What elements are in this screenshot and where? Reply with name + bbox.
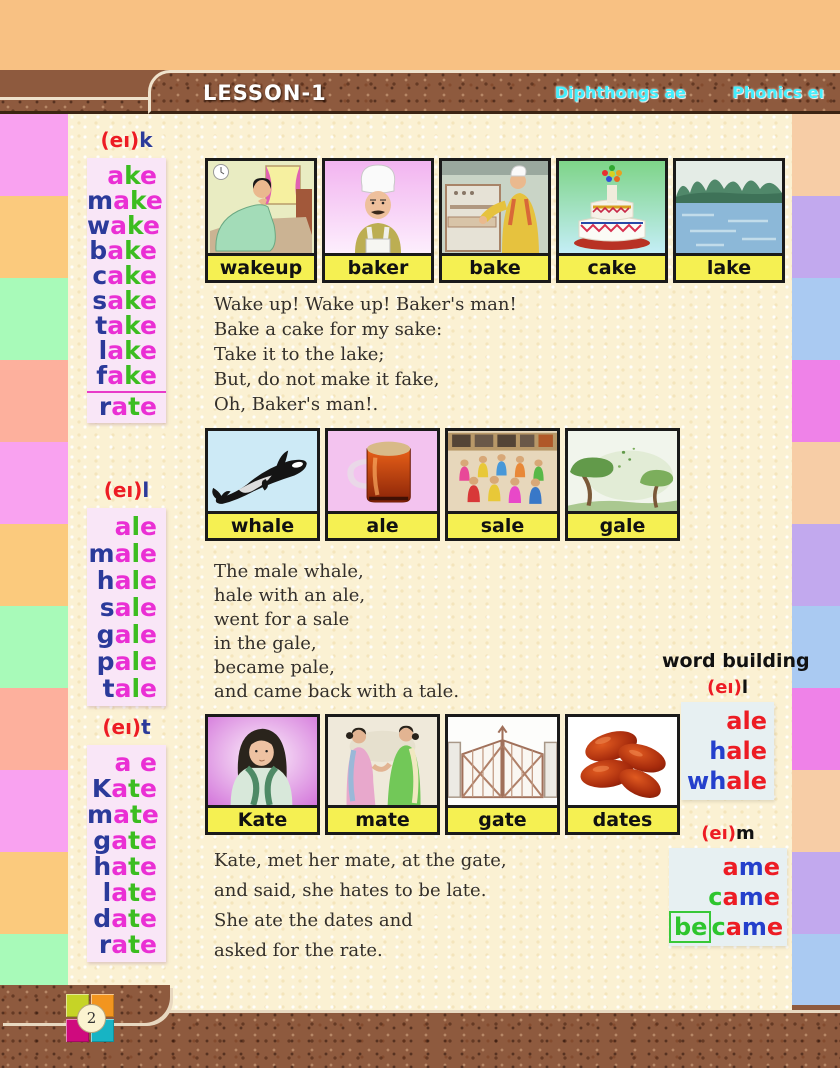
colored-letters: s [92, 286, 108, 315]
gate-illustration [448, 717, 557, 805]
ale-mug-illustration [328, 431, 437, 511]
colored-letters: e [140, 566, 157, 595]
poem-line: But, do not make it fake, [214, 369, 440, 390]
colored-letters: h [96, 566, 115, 595]
word-building-group-eil [681, 677, 774, 800]
colored-letters: a [722, 883, 739, 911]
word-item [87, 854, 166, 880]
colored-letters: m [736, 823, 755, 844]
colored-letters: e [140, 261, 157, 290]
picture-card-gate [445, 714, 560, 835]
colored-letters: e [140, 647, 157, 676]
phonics-label: Phonics eı [732, 83, 824, 102]
colored-letters: w [87, 211, 111, 240]
header-bar [148, 70, 840, 114]
colored-letters: l [131, 512, 141, 541]
colored-letters: e [140, 774, 157, 803]
word-item [87, 675, 166, 702]
word-list-box [87, 158, 166, 423]
colored-letters: m [738, 853, 764, 881]
poem-line: and came back with a tale. [214, 681, 460, 702]
colored-letters: a [114, 512, 132, 541]
picture-card-ale [325, 428, 440, 541]
picture-label: bake [442, 253, 548, 280]
word-item [87, 213, 166, 238]
colored-letters: a [111, 904, 129, 933]
poem-kate [214, 846, 507, 966]
word-list-eit [87, 715, 166, 962]
word-building-box [681, 702, 774, 800]
colored-letters: (eı) [102, 715, 142, 739]
picture-card-baker [322, 158, 434, 283]
word-list-box [87, 745, 166, 962]
colored-letters: e [142, 211, 160, 240]
colored-letters: t [128, 392, 141, 421]
cake-image [559, 161, 665, 253]
picture-label: cake [559, 253, 665, 280]
colored-letters: a [722, 853, 739, 881]
word-item [87, 188, 166, 213]
word-item [87, 163, 166, 188]
picture-label: ale [328, 511, 437, 538]
colored-letters: ale [726, 767, 767, 795]
colored-letters: ale [726, 707, 767, 735]
word-item [87, 540, 166, 567]
word-item [87, 288, 166, 313]
colored-letters: a [107, 336, 125, 365]
colored-letters: r [98, 392, 112, 421]
colored-letters: t [95, 311, 108, 340]
colored-letters: e [140, 620, 157, 649]
kate-illustration [208, 717, 317, 805]
colored-letters: a [114, 674, 132, 703]
kate-image [208, 717, 317, 805]
mate-image [328, 717, 437, 805]
boxed-letters: be [669, 911, 711, 943]
word-item [87, 513, 166, 540]
picture-card-gale [565, 428, 680, 541]
word-item [87, 750, 166, 776]
dates-image [568, 717, 677, 805]
picture-card-lake [673, 158, 785, 283]
whale-image [208, 431, 317, 511]
picture-card-kate [205, 714, 320, 835]
colored-letters: ale [726, 737, 767, 765]
ale-image [328, 431, 437, 511]
mates-illustration [328, 717, 437, 805]
word-item [87, 621, 166, 648]
colored-letters: a [110, 211, 127, 240]
colored-letters: a [111, 852, 129, 881]
gale-trees-illustration [568, 431, 677, 511]
page-number: 2 [77, 1004, 106, 1033]
colored-letters: k [124, 286, 141, 315]
word-list-eik [87, 128, 166, 423]
colored-letters: (eı) [103, 478, 143, 502]
colored-letters: a [114, 620, 132, 649]
colored-letters: e [140, 593, 157, 622]
colored-letters: l [131, 539, 141, 568]
colored-letters: a [107, 361, 125, 390]
whale-illustration [208, 431, 317, 511]
picture-label: whale [208, 511, 317, 538]
colored-letters: g [93, 826, 112, 855]
colored-letters: t [128, 904, 141, 933]
colored-letters: g [96, 620, 115, 649]
word-building-box [669, 848, 787, 946]
word-item [87, 363, 166, 388]
colored-letters: e [140, 361, 157, 390]
poem-line: The male whale, [214, 561, 364, 582]
colored-letters: e [140, 826, 157, 855]
colored-letters: a [114, 593, 132, 622]
word-list-heading [87, 478, 166, 502]
colored-letters: s [99, 593, 115, 622]
colored-letters: t [128, 930, 141, 959]
colored-letters: wh [687, 767, 727, 795]
word-building-item [681, 706, 767, 736]
colored-letters: a [113, 800, 130, 829]
colored-letters: c [708, 883, 723, 911]
colored-letters: a [114, 566, 132, 595]
colored-letters: a [111, 878, 129, 907]
colored-letters: e [140, 512, 157, 541]
word-building-item [669, 852, 780, 882]
colored-letters: e [140, 311, 157, 340]
colored-letters: a [113, 186, 130, 215]
colored-letters: a [107, 261, 125, 290]
colored-letters: a [107, 286, 125, 315]
colored-letters: e [763, 883, 780, 911]
picture-label: Kate [208, 805, 317, 832]
colored-letters: e [145, 186, 163, 215]
word-item [87, 567, 166, 594]
colored-letters: e [140, 539, 157, 568]
sale-crowd-illustration [448, 431, 557, 511]
colored-letters: e [140, 930, 157, 959]
picture-label: mate [328, 805, 437, 832]
colored-letters: e [766, 913, 784, 941]
poem-line: asked for the rate. [214, 940, 383, 961]
colored-letters: a e [114, 748, 157, 777]
word-item [87, 238, 166, 263]
colored-letters: l [102, 878, 112, 907]
poem-line: Bake a cake for my sake: [214, 319, 443, 340]
colored-letters: K [91, 774, 112, 803]
colored-letters: (eı) [706, 677, 742, 698]
word-item [87, 594, 166, 621]
colored-letters: t [128, 826, 141, 855]
word-item [87, 776, 166, 802]
colored-letters: a [107, 236, 125, 265]
picture-card-whale [205, 428, 320, 541]
bake-image [442, 161, 548, 253]
colored-letters: e [141, 800, 159, 829]
word-building-heading [681, 677, 774, 698]
colored-letters: k [124, 161, 141, 190]
header-bar-left [0, 97, 150, 114]
colored-letters: e [140, 161, 157, 190]
colored-letters: l [741, 677, 748, 698]
picture-strip-1 [205, 158, 785, 283]
lake-image [676, 161, 782, 253]
poem-line: and said, she hates to be late. [214, 880, 487, 901]
left-color-stripes [0, 114, 68, 985]
colored-letters: c [92, 261, 108, 290]
colored-letters: d [93, 904, 112, 933]
colored-letters: k [124, 361, 141, 390]
man-waking-up-illustration [208, 161, 314, 253]
poem-bakers-man [214, 292, 517, 417]
word-item [87, 648, 166, 675]
poem-line: hale with an ale, [214, 585, 366, 606]
word-list-heading [87, 715, 166, 739]
picture-label: gate [448, 805, 557, 832]
colored-letters: a [111, 392, 129, 421]
colored-letters: p [96, 647, 115, 676]
top-peach-band [0, 0, 840, 70]
picture-label: baker [325, 253, 431, 280]
colored-letters: h [709, 737, 727, 765]
sale-image [448, 431, 557, 511]
picture-label: wakeup [208, 253, 314, 280]
picture-label: dates [568, 805, 677, 832]
colored-letters: (eı) [100, 128, 140, 152]
word-building-item [669, 882, 780, 912]
word-building-title: word building [662, 650, 810, 672]
colored-letters: l [131, 674, 141, 703]
word-item [87, 338, 166, 363]
colored-letters: t [128, 852, 141, 881]
word-item [87, 906, 166, 932]
colored-letters: a [107, 161, 125, 190]
picture-card-cake [556, 158, 668, 283]
colored-letters: e [140, 236, 157, 265]
right-color-stripes [792, 114, 840, 1005]
colored-letters: m [741, 913, 767, 941]
picture-strip-3 [205, 714, 680, 835]
colored-letters: t [141, 715, 151, 739]
colored-letters: k [139, 128, 153, 152]
colored-letters: l [98, 336, 108, 365]
colored-letters: c [711, 913, 726, 941]
colored-letters: e [140, 904, 157, 933]
colored-letters: k [126, 211, 143, 240]
baking-illustration [442, 161, 548, 253]
gate-image [448, 717, 557, 805]
word-item [87, 880, 166, 906]
colored-letters: a [114, 539, 132, 568]
page-number-badge [66, 994, 114, 1042]
colored-letters: f [96, 361, 108, 390]
colored-letters: e [140, 878, 157, 907]
word-item [87, 828, 166, 854]
dates-illustration [568, 717, 677, 805]
picture-card-mate [325, 714, 440, 835]
colored-letters: a [114, 647, 132, 676]
word-building-item [681, 736, 767, 766]
colored-letters: e [140, 392, 157, 421]
word-item [87, 932, 166, 958]
poem-male-whale [214, 560, 459, 704]
colored-letters: a [111, 930, 129, 959]
baker-image [325, 161, 431, 253]
poem-line: Oh, Baker's man!. [214, 394, 379, 415]
word-item [87, 802, 166, 828]
colored-letters: e [140, 286, 157, 315]
colored-letters: m [87, 186, 114, 215]
colored-letters: t [128, 774, 141, 803]
colored-letters: a [107, 311, 125, 340]
colored-letters: l [142, 478, 150, 502]
colored-letters: l [131, 647, 141, 676]
picture-card-dates [565, 714, 680, 835]
lake-illustration [676, 161, 782, 253]
colored-letters: e [140, 852, 157, 881]
colored-letters: e [140, 336, 157, 365]
picture-strip-2 [205, 428, 680, 541]
word-building-item [669, 912, 784, 942]
colored-letters: k [124, 261, 141, 290]
poem-line: Wake up! Wake up! Baker's man! [214, 294, 517, 315]
diphthongs-label: Diphthongs ae [554, 83, 686, 102]
word-item [87, 313, 166, 338]
colored-letters: b [89, 236, 108, 265]
poem-line: became pale, [214, 657, 335, 678]
picture-label: gale [568, 511, 677, 538]
colored-letters: m [738, 883, 764, 911]
word-item [87, 263, 166, 288]
picture-card-bake [439, 158, 551, 283]
colored-letters: r [98, 930, 112, 959]
word-item [87, 391, 166, 419]
colored-letters: t [128, 878, 141, 907]
gale-image [568, 431, 677, 511]
colored-letters: m [88, 539, 115, 568]
colored-letters: e [140, 674, 157, 703]
word-building-item [681, 766, 767, 796]
colored-letters: l [131, 593, 141, 622]
poem-line: Kate, met her mate, at the gate, [214, 850, 507, 871]
poem-line: went for a sale [214, 609, 350, 630]
colored-letters: k [124, 311, 141, 340]
colored-letters: k [124, 336, 141, 365]
colored-letters: t [129, 800, 142, 829]
colored-letters: k [129, 186, 146, 215]
colored-letters: a [725, 913, 742, 941]
picture-card-wakeup [205, 158, 317, 283]
baker-illustration [325, 161, 431, 253]
colored-letters: m [87, 800, 114, 829]
colored-letters: l [131, 566, 141, 595]
poem-line: in the gale, [214, 633, 317, 654]
colored-letters: l [131, 620, 141, 649]
cake-illustration [559, 161, 665, 253]
colored-letters: e [763, 853, 780, 881]
colored-letters: a [111, 826, 129, 855]
wakeup-image [208, 161, 314, 253]
word-list-eil [87, 478, 166, 706]
word-list-box [87, 508, 166, 706]
lesson-title: LESSON-1 [203, 81, 327, 105]
poem-line: She ate the dates and [214, 910, 413, 931]
picture-label: sale [448, 511, 557, 538]
colored-letters: t [102, 674, 115, 703]
colored-letters: (eı) [701, 823, 737, 844]
colored-letters: a [111, 774, 129, 803]
word-building-heading [669, 823, 787, 844]
poem-line: Take it to the lake; [214, 344, 385, 365]
word-building-group-eim [669, 823, 787, 946]
colored-letters: h [93, 852, 112, 881]
picture-label: lake [676, 253, 782, 280]
picture-card-sale [445, 428, 560, 541]
word-list-heading [87, 128, 166, 152]
colored-letters: k [124, 236, 141, 265]
